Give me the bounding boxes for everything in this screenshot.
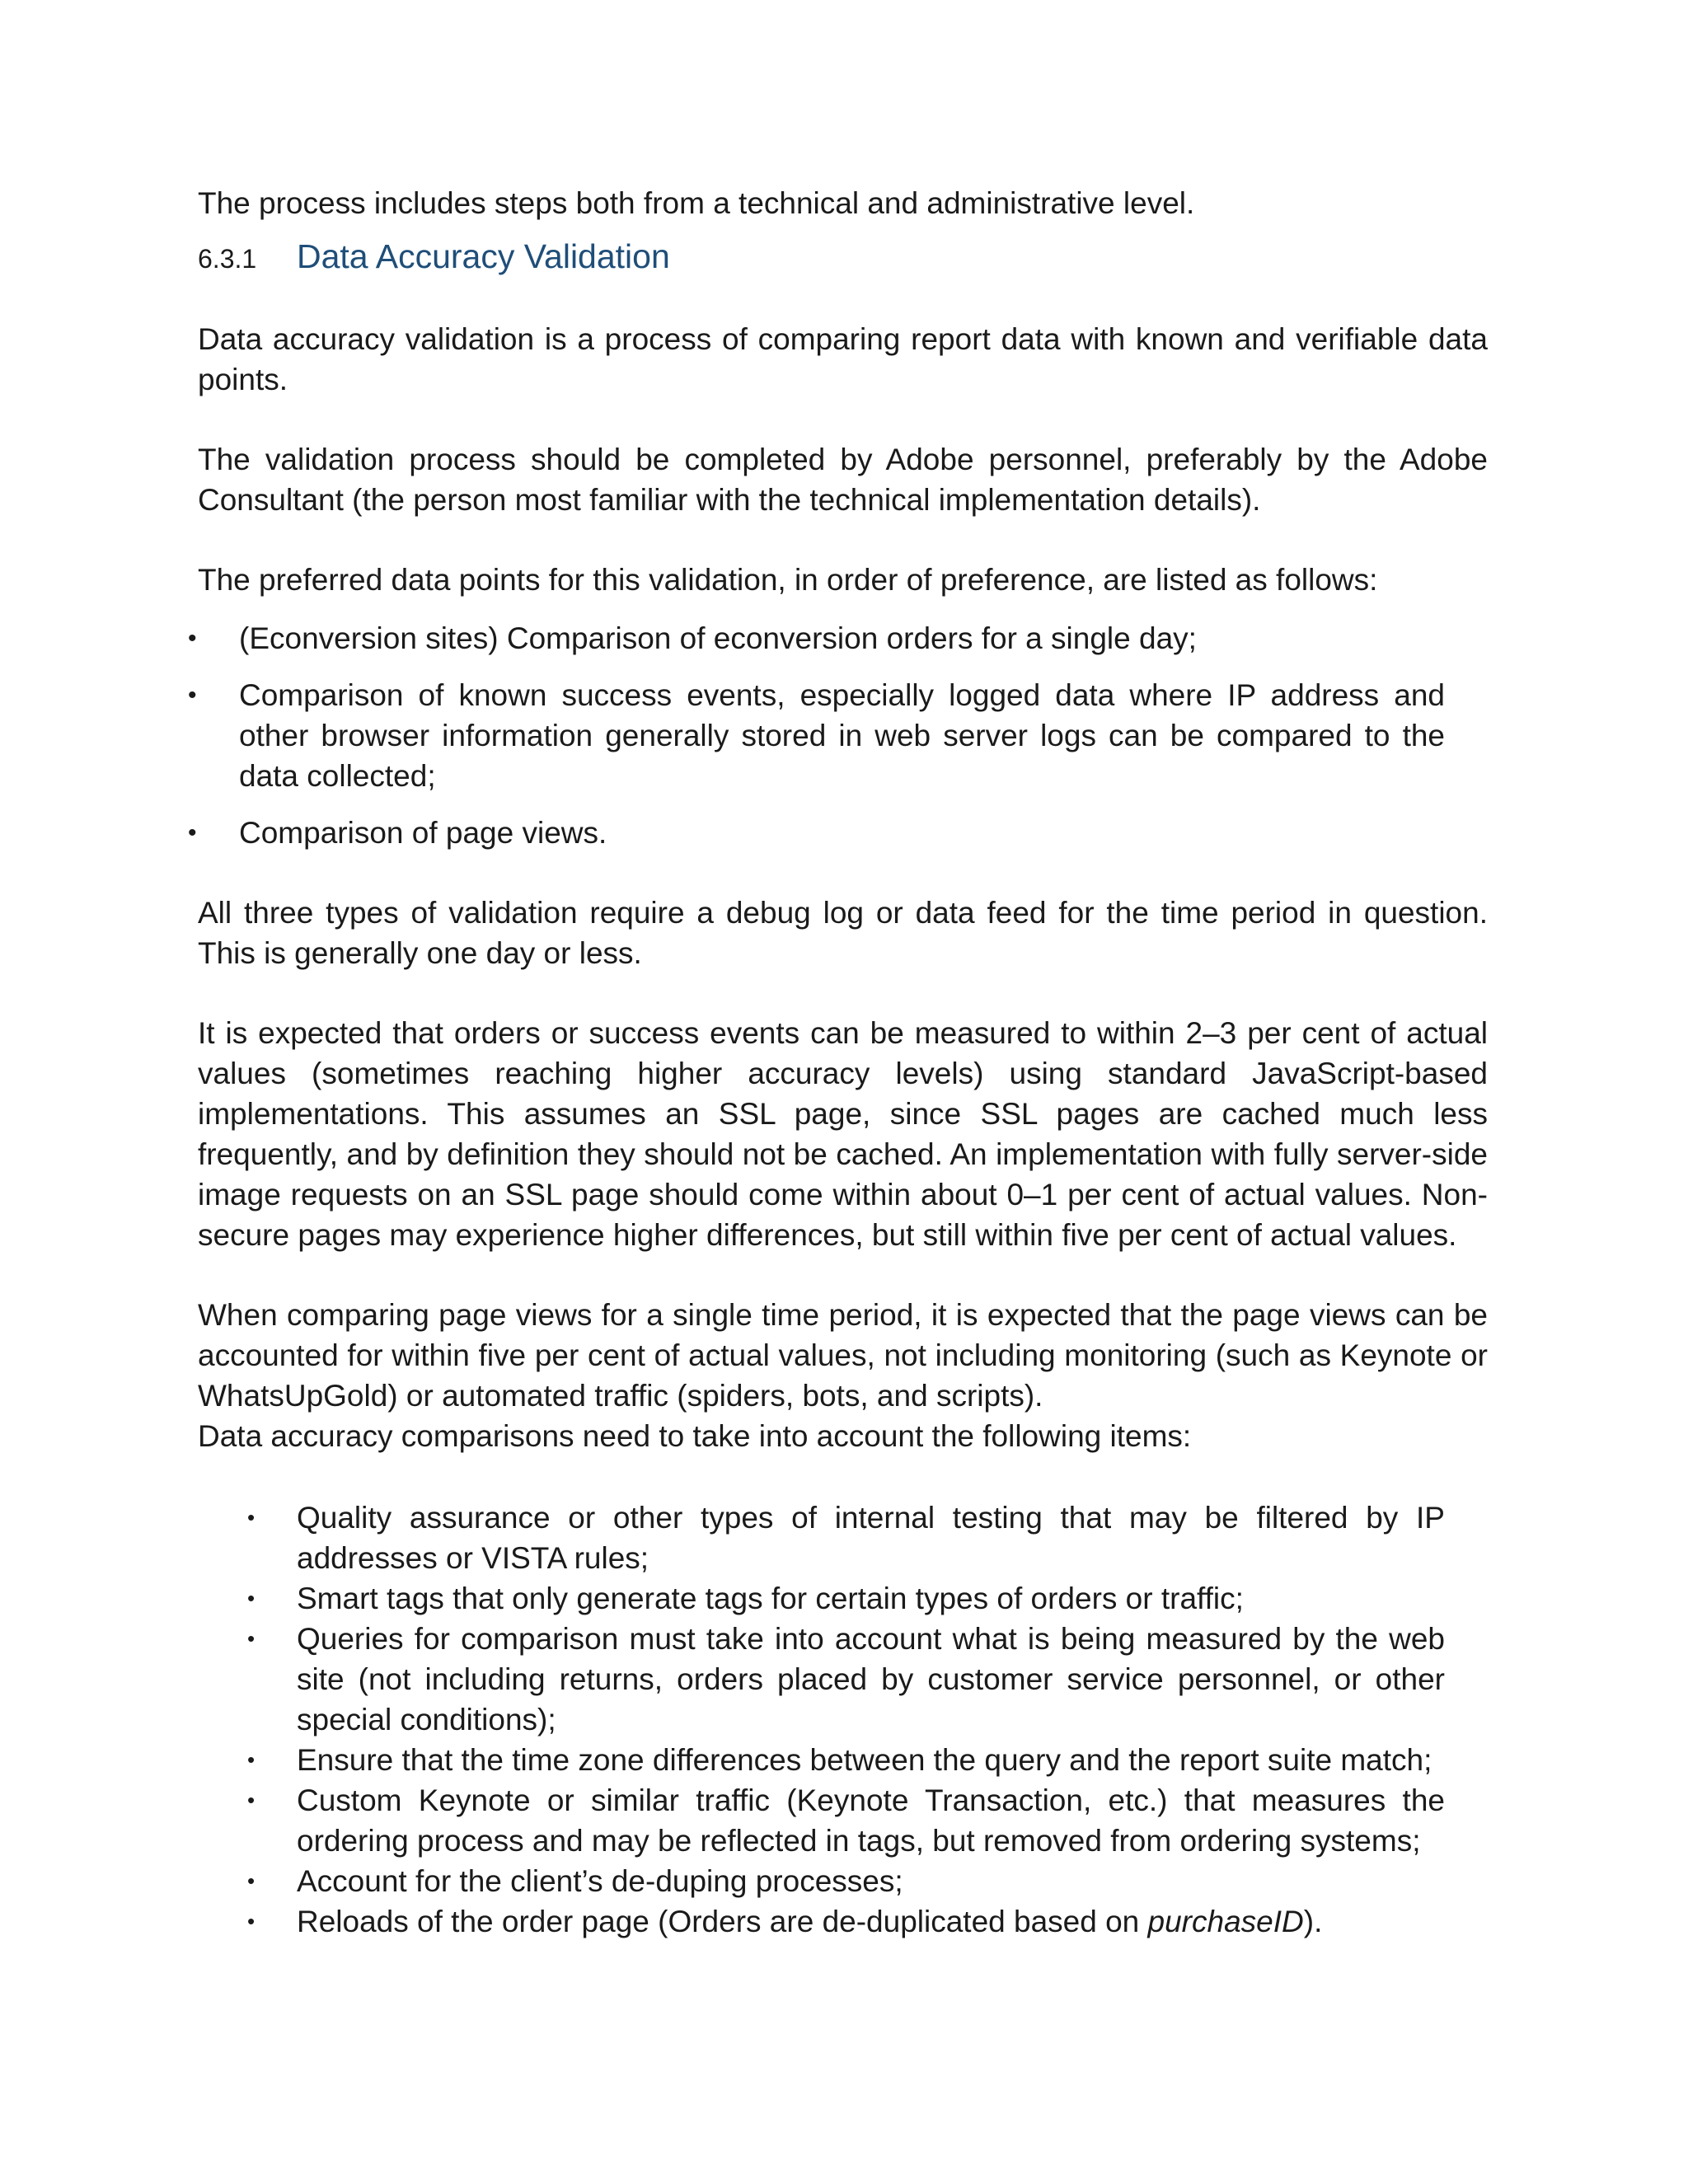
paragraph-personnel: The validation process should be completed by Adobe personnel, preferably by the Adobe Consultant (the person most familiar with the technical implementation details). — [198, 443, 1488, 517]
bullet-icon: • — [247, 1586, 256, 1610]
paragraph-debug-log: All three types of validation require a debug log or data feed for the time period in question. This is generally one day or less. — [198, 896, 1488, 970]
list-item — [198, 1497, 1488, 1578]
list-item — [198, 1619, 1488, 1740]
list-item-text: Account for the client’s de-duping processes; — [297, 1864, 903, 1898]
bullet-icon: • — [247, 1505, 256, 1530]
intro-text: The process includes steps both from a technical and administrative level. — [198, 186, 1195, 220]
bullet-icon: • — [188, 682, 197, 709]
purchase-id-term: purchaseID — [1147, 1905, 1304, 1938]
bullet-icon: • — [247, 1788, 256, 1812]
list-item-text — [297, 1905, 1322, 1938]
list-item — [198, 1780, 1488, 1861]
section-heading — [198, 237, 1488, 279]
list-item-text: (Econversion sites) Comparison of econversion orders for a single day; — [239, 621, 1197, 655]
bullet-icon: • — [247, 1909, 256, 1933]
bullet-icon: • — [247, 1747, 256, 1772]
preferred-points-list — [188, 618, 1488, 853]
list-item-text: Ensure that the time zone differences between the query and the report suite match; — [297, 1743, 1432, 1777]
list-item-text: Comparison of known success events, especially logged data where IP address and other browser information generally stored in web server logs can be compared to the data collected; — [239, 678, 1445, 793]
list-item-text: Queries for comparison must take into account what is being measured by the web site (not including returns, orders placed by customer service personnel, or other special conditions); — [297, 1622, 1445, 1736]
list-item-text-prefix: Reloads of the order page (Orders are de-duplicated based on — [297, 1905, 1148, 1938]
bullet-icon: • — [247, 1626, 256, 1651]
paragraph-comparisons: Data accuracy comparisons need to take into account the following items: — [198, 1419, 1192, 1453]
list-item — [188, 813, 1488, 853]
list-item-text: Comparison of page views. — [239, 816, 607, 850]
list-item — [188, 618, 1488, 658]
bullet-icon: • — [247, 1868, 256, 1893]
list-item-text: Smart tags that only generate tags for certain types of orders or traffic; — [297, 1582, 1244, 1615]
paragraph-page-views: When comparing page views for a single time period, it is expected that the page views can be accounted for within five per cent of actual values, not including monitoring (such as Keynote or WhatsUpGold) or automated traffic (spiders, bots, and scripts). — [198, 1298, 1488, 1413]
list-item — [198, 1901, 1488, 1942]
list-item-text-suffix: ). — [1303, 1905, 1323, 1938]
bullet-icon: • — [188, 819, 197, 846]
list-item — [198, 1861, 1488, 1901]
bullet-icon: • — [188, 625, 197, 652]
list-item — [198, 1578, 1488, 1619]
paragraph-expected-accuracy: It is expected that orders or success events can be measured to within 2–3 per cent of actual values (sometimes reaching higher accuracy levels) using standard JavaScript-based implementations. This assumes an SSL page, since SSL pages are cached much less frequently, and by definition they should not be cached. An implementation with fully server-side image requests on an SSL page should come within about 0–1 per cent of actual values. Non-secure pages may experience higher differences, but still within five per cent of actual values. — [198, 1016, 1488, 1252]
document-page — [188, 183, 1488, 1942]
list-item — [188, 675, 1488, 796]
list-item — [198, 1740, 1488, 1780]
paragraph-definition: Data accuracy validation is a process of comparing report data with known and verifiable data points. — [198, 322, 1488, 396]
list-item-text: Custom Keynote or similar traffic (Keynote Transaction, etc.) that measures the ordering process and may be reflected in tags, but removed from ordering systems; — [297, 1783, 1445, 1858]
section-title: Data Accuracy Validation — [297, 237, 670, 275]
paragraph-preferred-points: The preferred data points for this validation, in order of preference, are listed as follows: — [198, 563, 1378, 597]
section-number: 6.3.1 — [198, 244, 257, 274]
comparison-items-list — [198, 1497, 1488, 1942]
list-item-text: Quality assurance or other types of internal testing that may be filtered by IP addresses or VISTA rules; — [297, 1501, 1445, 1575]
